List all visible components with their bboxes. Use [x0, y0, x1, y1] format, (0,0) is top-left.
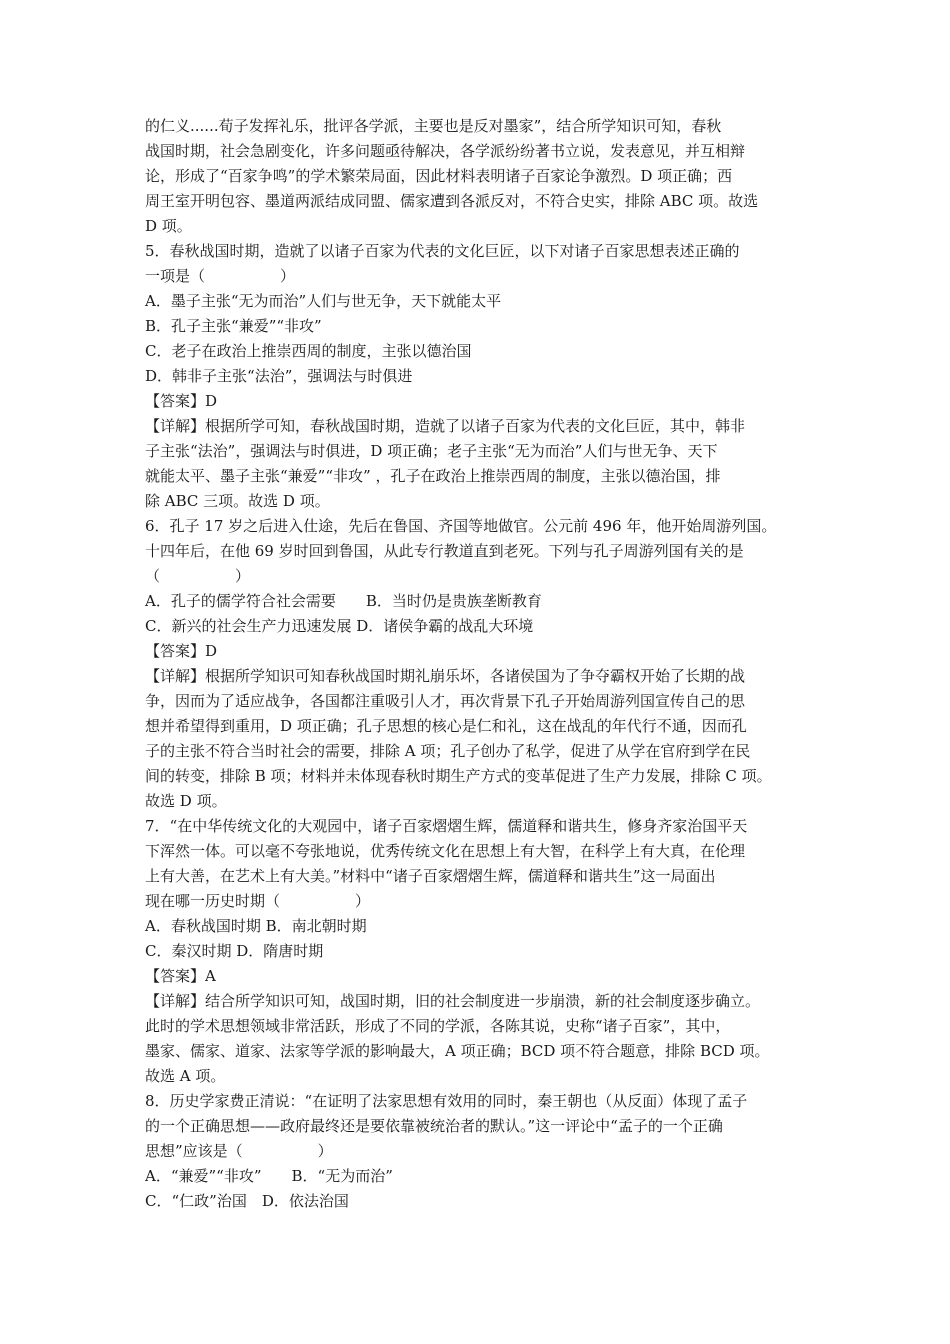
question-6-stem: 十四年后，在他 69 岁时回到鲁国，从此专行教道直到老死。下列与孔子周游列国有关的是: [145, 542, 744, 560]
question-8-stem: 的一个正确思想——政府最终还是要依靠被统治者的默认。”这一评论中“孟子的一个正确: [145, 1117, 723, 1135]
question-7-stem: 7．“在中华传统文化的大观园中，诸子百家熠熠生辉，儒道释和谐共生，修身齐家治国平天: [145, 817, 748, 835]
question-6-explanation: 争，因而为了适应战争，各国都注重吸引人才，再次背景下孔子开始周游列国宣传自己的思: [145, 692, 746, 710]
question-5-explanation: 除 ABC 三项。故选 D 项。: [145, 492, 330, 510]
question-6-explanation: 【详解】根据所学知识可知春秋战国时期礼崩乐坏，各诸侯国为了争夺霸权开始了长期的战: [145, 667, 746, 685]
question-6-answer: 【答案】D: [145, 642, 218, 660]
document-body: [145, 114, 815, 1214]
question-8-options-ab: A．“兼爱”“非攻” B．“无为而治”: [145, 1167, 393, 1185]
text-line: 周王室开明包容、墨道两派结成同盟、儒家遭到各派反对，不符合史实，排除 ABC 项。故选: [145, 192, 759, 210]
text-line: 战国时期，社会急剧变化，许多问题亟待解决，各学派纷纷著书立说，发表意见，并互相辩: [145, 142, 746, 160]
question-8-options-cd: C．“仁政”治国 D．依法治国: [145, 1192, 349, 1210]
question-5-answer: 【答案】D: [145, 392, 218, 410]
question-5-stem: 一项是（ ）: [145, 267, 296, 285]
question-5-explanation: 子主张“法治”，强调法与时俱进，D 项正确；老子主张“无为而治”人们与世无争、天下: [145, 442, 718, 460]
question-7-explanation: 墨家、儒家、道家、法家等学派的影响最大，A 项正确；BCD 项不符合题意，排除 BCD 项。: [145, 1042, 770, 1060]
question-8-stem: 思想”应该是（ ）: [145, 1142, 333, 1160]
question-5-option-a: A．墨子主张“无为而治”人们与世无争，天下就能太平: [145, 292, 502, 310]
question-5-option-d: D．韩非子主张“法治”，强调法与时俱进: [145, 367, 413, 385]
question-8-stem: 8．历史学家费正清说：“在证明了法家思想有效用的同时，秦王朝也（从反面）体现了孟子: [145, 1092, 748, 1110]
question-7-stem: 上有大善，在艺术上有大美。”材料中“诸子百家熠熠生辉，儒道释和谐共生”这一局面出: [145, 867, 716, 885]
text-line: 论，形成了“百家争鸣”的学术繁荣局面，因此材料表明诸子百家论争激烈。D 项正确；西: [145, 167, 733, 185]
text-line: 的仁义......荀子发挥礼乐，批评各学派，主要也是反对墨家”，结合所学知识可知，春秋: [145, 117, 722, 135]
question-5-option-b: B．孔子主张“兼爱”“非攻”: [145, 317, 322, 335]
question-5-explanation: 【详解】根据所学可知，春秋战国时期，造就了以诸子百家为代表的文化巨匠，其中，韩非: [145, 417, 746, 435]
question-7-stem: 现在哪一历史时期（ ）: [145, 892, 371, 910]
question-5-stem: 5．春秋战国时期，造就了以诸子百家为代表的文化巨匠，以下对诸子百家思想表述正确的: [145, 242, 740, 260]
question-6-stem: （ ）: [145, 567, 251, 585]
question-6-explanation: 间的转变，排除 B 项；材料并未体现春秋时期生产方式的变革促进了生产力发展，排除 C 项。: [145, 767, 772, 785]
question-6-options-cd: C．新兴的社会生产力迅速发展 D．诸侯争霸的战乱大环境: [145, 617, 534, 635]
question-7-stem: 下浑然一体。可以毫不夸张地说，优秀传统文化在思想上有大智，在科学上有大真，在伦理: [145, 842, 746, 860]
question-7-explanation: 故选 A 项。: [145, 1067, 226, 1085]
text-line: D 项。: [145, 217, 192, 235]
question-7-explanation: 【详解】结合所学知识可知，战国时期，旧的社会制度进一步崩溃，新的社会制度逐步确立。: [145, 992, 761, 1010]
question-7-options-cd: C．秦汉时期 D．隋唐时期: [145, 942, 324, 960]
question-5-explanation: 就能太平、墨子主张“兼爱”“非攻” ，孔子在政治上推崇西周的制度，主张以德治国，排: [145, 467, 721, 485]
question-6-options-ab: A．孔子的儒学符合社会需要 B．当时仍是贵族垄断教育: [145, 592, 542, 610]
question-7-explanation: 此时的学术思想领域非常活跃，形成了不同的学派，各陈其说，史称“诸子百家”，其中，: [145, 1017, 731, 1035]
question-7-options-ab: A．春秋战国时期 B．南北朝时期: [145, 917, 367, 935]
question-6-explanation: 想并希望得到重用，D 项正确；孔子思想的核心是仁和礼，这在战乱的年代行不通，因而孔: [145, 717, 747, 735]
question-7-answer: 【答案】A: [145, 967, 216, 985]
question-6-stem: 6．孔子 17 岁之后进入仕途，先后在鲁国、齐国等地做官。公元前 496 年，他开始周游列国。: [145, 517, 777, 535]
question-5-option-c: C．老子在政治上推崇西周的制度，主张以德治国: [145, 342, 472, 360]
question-6-explanation: 子的主张不符合当时社会的需要，排除 A 项；孔子创办了私学，促进了从学在官府到学在民: [145, 742, 751, 760]
question-6-explanation: 故选 D 项。: [145, 792, 227, 810]
